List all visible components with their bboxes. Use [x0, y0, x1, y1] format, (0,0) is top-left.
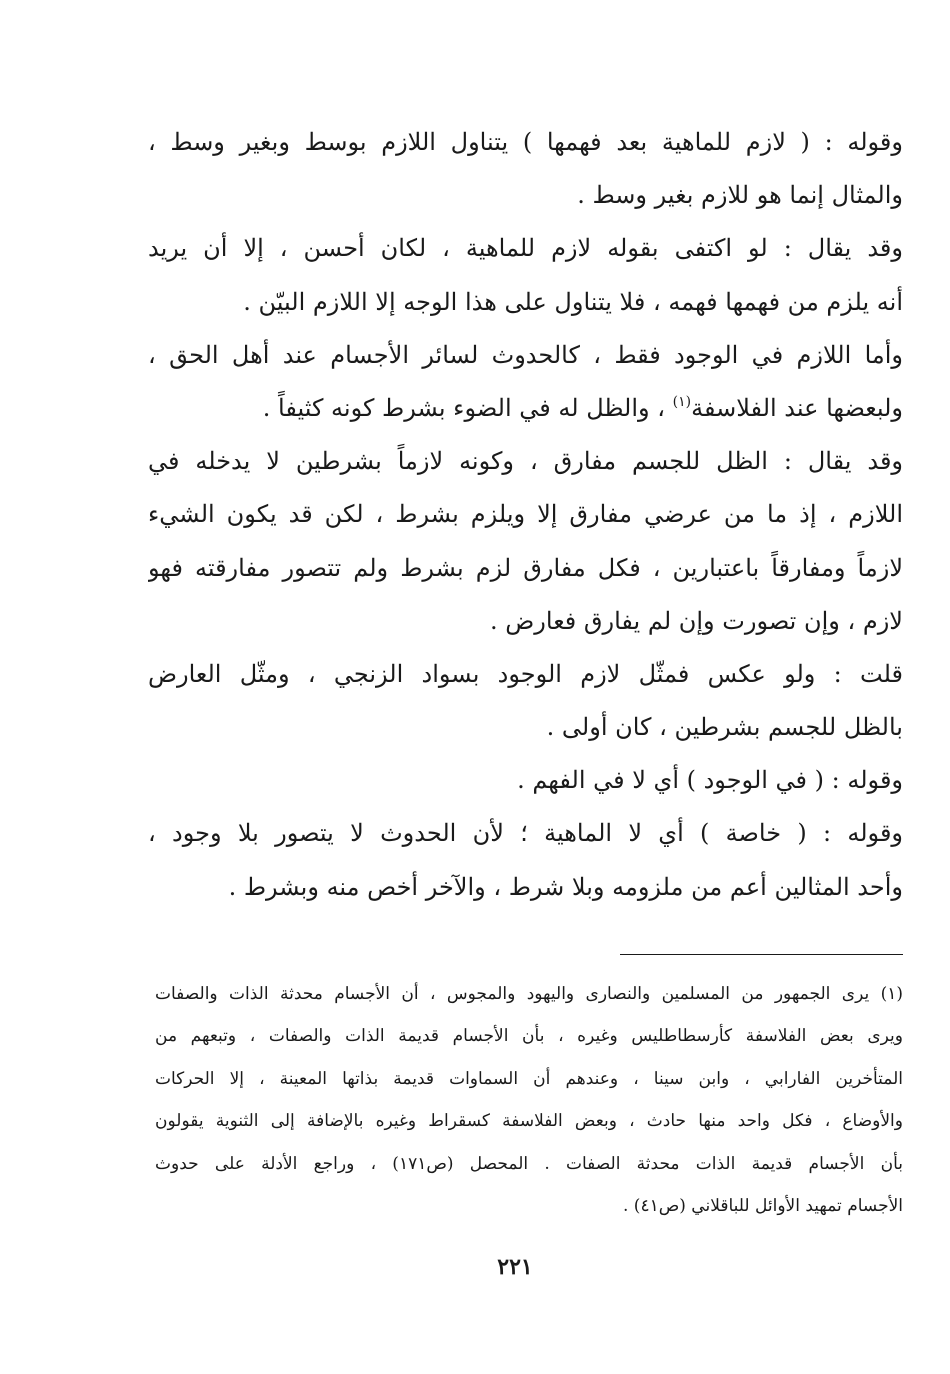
footnote-line: والأوضاع ، فكل واحد منها حادث ، وبعض الفلاسفة كسقراط وغيره بالإضافة إلى الثنوية يقولون: [155, 1111, 903, 1132]
text-segment: ولبعضها عند الفلاسفة: [691, 393, 903, 422]
footnotes: [155, 973, 903, 1227]
text-line: وقد يقال : الظل للجسم مفارق ، وكونه لازماً بشرطين لا يدخله في: [148, 447, 903, 476]
text-line: قلت : ولو عكس فمثّل لازم الوجود بسواد الزنجي ، ومثّل العارض: [148, 659, 903, 688]
text-line: اللازم ، إذ ما من عرضي مفارق إلا ويلزم بشرط ، لكن قد يكون الشيء: [148, 500, 903, 529]
footnote-line: بأن الأجسام قديمة الذات محدثة الصفات . المحصل (ص١٧١) ، وراجع الأدلة على حدوث: [155, 1153, 903, 1174]
main-text: [148, 116, 903, 914]
text-line: وقد يقال : لو اكتفى بقوله لازم للماهية ، لكان أحسن ، إلا أن يريد: [148, 234, 903, 263]
text-line: والمثال إنما هو للازم بغير وسط .: [577, 181, 903, 210]
footnote-reference[interactable]: (١): [672, 393, 692, 410]
text-line: [148, 382, 903, 435]
text-line: وقوله : ( خاصة ) أي لا الماهية ؛ لأن الحدوث لا يتصور بلا وجود ،: [148, 819, 903, 848]
text-line: أنه يلزم من فهمها فهمه ، فلا يتناول على هذا الوجه إلا اللازم البيّن .: [243, 287, 903, 316]
text-line: وأما اللازم في الوجود فقط ، كالحدوث لسائر الأجسام عند أهل الحق ،: [148, 340, 903, 369]
page-number: ٢٢١: [497, 1254, 533, 1280]
footnote-line: ويرى بعض الفلاسفة كأرسطاطليس وغيره ، بأن الأجسام قديمة الذات والصفات ، وتبعهم من: [155, 1026, 903, 1047]
footnote-line: المتأخرين الفارابي ، وابن سينا ، وعندهم أن السماوات قديمة بذاتها المعينة ، إلا الحركات: [155, 1068, 903, 1089]
text-line: بالظل للجسم بشرطين ، كان أولى .: [546, 713, 903, 742]
footnote-line: الأجسام تمهيد الأوائل للباقلاني (ص٤١) .: [622, 1195, 903, 1216]
text-line: لازماً ومفارقاً باعتبارين ، فكل مفارق لزم بشرط ولم تتصور مفارقته فهو: [148, 553, 903, 582]
text-line: وقوله : ( في الوجود ) أي لا في الفهم .: [517, 766, 903, 795]
text-line: لازم ، وإن تصورت وإن لم يفارق فعارض .: [490, 606, 903, 635]
text-line: وأحد المثالين أعم من ملزومه وبلا شرط ، والآخر أخص منه وبشرط .: [228, 872, 903, 901]
text-segment: ، والظل له في الضوء بشرط كونه كثيفاً .: [262, 393, 673, 422]
text-line: وقوله : ( لازم للماهية بعد فهمها ) يتناول اللازم بوسط وبغير وسط ،: [148, 128, 903, 156]
footnote-line: (١) يرى الجمهور من المسلمين والنصارى واليهود والمجوس ، أن الأجسام محدثة الذات والصفات: [155, 984, 903, 1004]
footnote-divider: [620, 954, 903, 955]
